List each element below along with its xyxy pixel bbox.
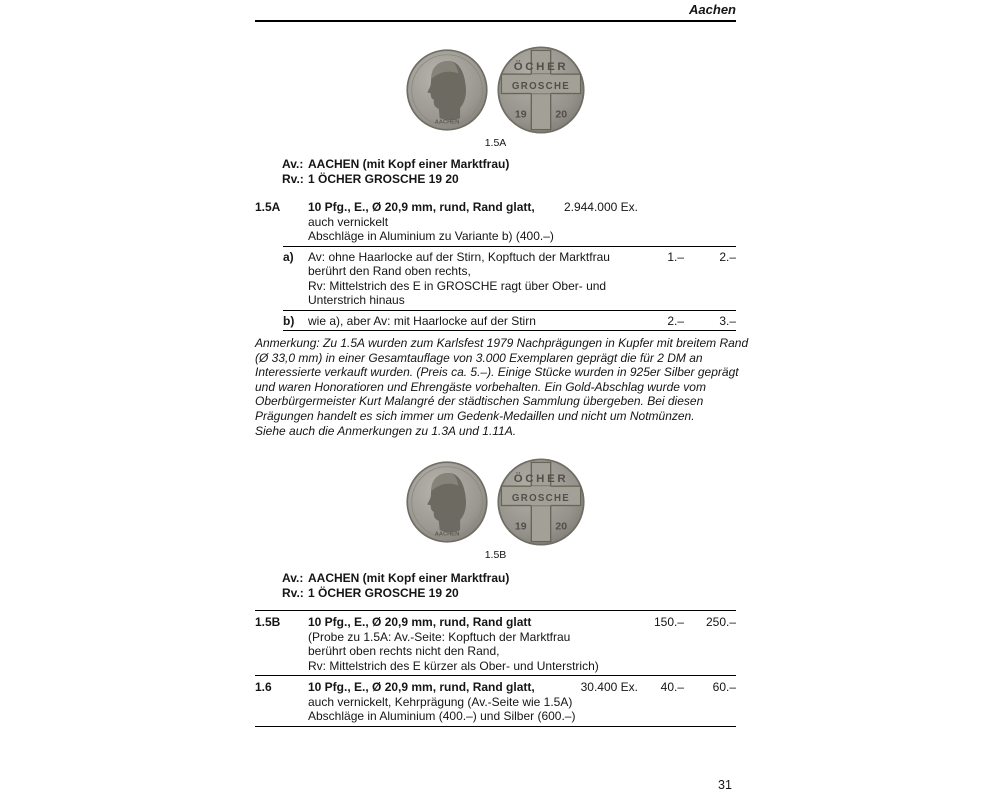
av-line [282,157,736,172]
variant-main-row [255,250,736,265]
variant-a [255,250,736,308]
price-col-1: 150.– [653,615,684,630]
coin-obverse-legend: AACHEN [434,531,460,538]
entry-number: 1.5A [255,200,281,214]
figure-caption: 1.5A [484,137,507,149]
price-col-1: 40.– [660,680,684,695]
variant-label: b) [283,313,295,328]
rv-label: Rv.: [282,171,304,186]
coin-reverse-image [497,46,585,134]
coin-obverse-image [406,461,488,543]
coin-reverse-legend-line2: GROSCHE [511,493,571,505]
entry-1-6 [255,680,736,724]
coin-reverse-image [497,458,585,546]
coin-reverse-legend-line2: GROSCHE [511,81,571,93]
entry-mintage [538,615,638,630]
coin-reverse-legend-line1: ÖCHER [513,60,569,73]
entry-detail-row [255,229,736,244]
variant-line: Av: ohne Haarlocke auf der Stirn, Kopftuch der Marktfrau [308,249,610,264]
horizontal-rule [283,246,736,247]
entry-line: (Probe zu 1.5A: Av.-Seite: Kopftuch der Marktfrau [308,629,571,644]
av-text: AACHEN (mit Kopf einer Marktfrau) [308,157,510,171]
note-line: Prägungen handelt es sich immer um Gedenk-Medaillen und nicht um Notmünzen. [255,408,695,423]
coin-reverse-legend-line1: ÖCHER [513,472,569,485]
av-text: AACHEN (mit Kopf einer Marktfrau) [308,571,510,586]
entry-mintage: 30.400 Ex. [580,680,638,695]
entry-detail-row [255,215,736,230]
entry-main-row [255,680,736,695]
rv-label: Rv.: [282,585,304,600]
entry-1-5B [255,615,736,673]
coin-figure-2 [255,458,736,561]
variant-line: Rv: Mittelstrich des E in GROSCHE ragt über Ober- und [308,278,607,293]
entry-main-row [255,615,736,630]
horizontal-rule [283,330,736,331]
variant-label: a) [283,249,294,264]
horizontal-rule [255,675,736,676]
coin-obverse-legend: AACHEN [434,119,460,126]
price-col-2 [684,200,736,215]
entry-line: Abschläge in Aluminium (400.–) und Silber (600.–) [308,709,576,724]
entry-detail-row [255,644,736,659]
entry-1-5A [255,200,736,244]
variant-main-row [255,314,736,329]
price-col-1: 1.– [667,249,684,264]
price-col-1 [638,200,684,215]
variant-detail-row [255,293,736,308]
coin-reverse-year-left: 19 [514,108,527,121]
entry-title: 10 Pfg., E., Ø 20,9 mm, rund, Rand glatt, [308,200,535,214]
price-col-2: 3.– [719,313,736,328]
note-line: Interessierte verkauft wurden. (Preis ca. 5.–). Einige Stücke wurden in 925er Silber geprägt [255,365,739,380]
legend-description-1 [282,157,736,186]
variant-b [255,314,736,329]
entry-detail-row [255,695,736,710]
entry-line: berührt oben rechts nicht den Rand, [308,644,500,659]
note-line: Siehe auch die Anmerkungen zu 1.3A und 1.11A. [255,423,517,438]
horizontal-rule [283,310,736,311]
note-line: (Ø 33,0 mm) in einer Gesamtauflage von 3.000 Exemplaren geprägt die für 2 DM an [255,350,703,365]
page-header [255,0,736,22]
variant-line: Unterstrich hinaus [308,293,405,307]
variant-line: berührt den Rand oben rechts, [308,264,471,278]
av-label: Av.: [282,571,304,586]
rv-line [282,172,736,187]
note-line: Anmerkung: Zu 1.5A wurden zum Karlsfest 1979 Nachprägungen in Kupfer mit breitem Rand [255,336,749,350]
price-col-2: 60.– [712,680,736,695]
entry-line: auch vernickelt [308,214,389,229]
price-col-2: 2.– [719,249,736,264]
legend-description-2 [282,571,736,600]
rv-text: 1 ÖCHER GROSCHE 19 20 [308,171,459,186]
page-content-column [255,0,749,727]
entry-detail-row [255,630,736,645]
entry-line: Abschläge in Aluminium zu Variante b) (400.–) [308,229,554,243]
entry-title: 10 Pfg., E., Ø 20,9 mm, rund, Rand glatt, [308,680,535,695]
entry-mintage: 2.944.000 Ex. [563,200,638,214]
entry-number: 1.6 [255,680,272,695]
entry-line: auch vernickelt, Kehrprägung (Av.-Seite wie 1.5A) [308,694,573,709]
coin-figure-1 [255,46,736,149]
entry-line: Rv: Mittelstrich des E kürzer als Ober- und Unterstrich) [308,658,599,673]
variant-line: wie a), aber Av: mit Haarlocke auf der Stirn [308,313,536,328]
horizontal-rule [255,726,736,727]
note-line: und waren Honoratioren und Ehrengäste vorbehalten. Ein Gold-Abschlag wurde vom [255,379,706,394]
entry-detail-row [255,709,736,724]
entry-title: 10 Pfg., E., Ø 20,9 mm, rund, Rand glatt [308,615,532,630]
coin-reverse-year-right: 20 [555,108,568,121]
coin-photo-pair [406,458,585,546]
entry-detail-row [255,659,736,674]
coin-photo-pair [406,46,585,134]
coin-reverse-year-right: 20 [555,520,568,533]
variant-detail-row [255,279,736,294]
price-col-1: 2.– [667,313,684,328]
figure-caption: 1.5B [484,549,507,562]
price-col-2: 250.– [705,615,736,630]
variant-detail-row [255,264,736,279]
coin-reverse-year-left: 19 [514,520,527,533]
note-line: Oberbürgermeister Kurt Malangré der städtischen Sammlung übergeben. Bei diesen [255,394,704,409]
entry-number: 1.5B [255,615,281,630]
coin-obverse-image [406,49,488,131]
av-line [282,571,736,586]
entry-main-row [255,200,736,215]
note-paragraph [255,336,749,438]
rv-line [282,586,736,601]
horizontal-rule [255,610,736,611]
page-number: 31 [718,778,732,792]
rv-text: 1 ÖCHER GROSCHE 19 20 [308,585,459,600]
page-header-title: Aachen [689,2,736,17]
av-label: Av.: [282,157,304,171]
